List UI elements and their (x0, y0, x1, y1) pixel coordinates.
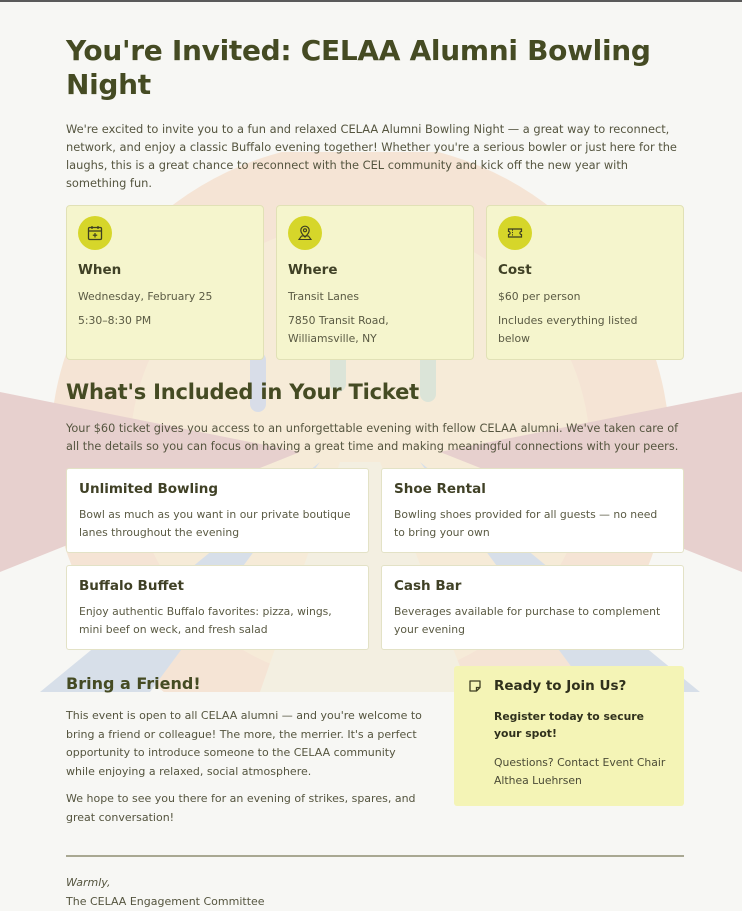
closing-text: We hope to see you there for an evening of strikes, spares, and great conversation! (66, 792, 416, 824)
bring-friend-section (66, 674, 426, 827)
bring-friend-heading: Bring a Friend! (66, 674, 201, 693)
intro-text: We're excited to invite you to a fun and relaxed CELAA Alumni Bowling Night — a great way to reconnect, network, and enjoy a classic Buffalo evening together! Whether you're a serious bowler or just here for the laughs, this is a great chance to reconnect with the CEL community and kick off the new year with something fun. (66, 122, 677, 190)
divider (66, 855, 684, 857)
where-venue: Transit Lanes (288, 290, 359, 303)
signoff-from: The CELAA Engagement Committee (66, 895, 265, 908)
where-card (276, 205, 474, 360)
signoff-greeting: Warmly, (66, 876, 111, 889)
included-item-title: Unlimited Bowling (79, 481, 219, 497)
when-date: Wednesday, February 25 (78, 290, 213, 303)
bottom-section (66, 674, 684, 827)
included-item-desc: Bowl as much as you want in our private boutique lanes throughout the evening (79, 508, 351, 539)
cost-card (486, 205, 684, 360)
included-item-title: Shoe Rental (394, 481, 486, 497)
included-item-desc: Bowling shoes provided for all guests — no need to bring your own (394, 508, 658, 539)
invitation-page (0, 2, 742, 911)
included-items (66, 468, 684, 650)
join-callout (454, 666, 684, 806)
bring-friend-text: This event is open to all CELAA alumni — and you're welcome to bring a friend or colleague! The more, the merrier. It's a perfect opportunity to introduce someone to the CELAA community while enjoying a relaxed, social atmosphere. (66, 709, 422, 778)
cost-title: Cost (498, 262, 532, 278)
included-item-desc: Beverages available for purchase to complement your evening (394, 605, 661, 636)
where-address: 7850 Transit Road, Williamsville, NY (288, 314, 389, 345)
included-description: Your $60 ticket gives you access to an unforgettable evening with fellow CELAA alumni. We've taken care of all the details so you can focus on having a great time and making meaningful connections with your peers. (66, 422, 679, 453)
included-heading: What's Included in Your Ticket (66, 380, 419, 404)
map-pin-icon (288, 216, 322, 250)
where-title: Where (288, 262, 338, 278)
page-title: You're Invited: CELAA Alumni Bowling Night (66, 34, 651, 101)
signoff (66, 873, 684, 911)
join-title: Ready to Join Us? (494, 678, 627, 694)
included-item-unlimited-bowling (66, 468, 369, 553)
when-card (66, 205, 264, 360)
cost-note: Includes everything listed below (498, 314, 638, 345)
included-item-buffalo-buffet (66, 565, 369, 650)
register-text: Register today to secure your spot! (494, 710, 644, 740)
included-item-title: Buffalo Buffet (79, 578, 184, 594)
included-item-desc: Enjoy authentic Buffalo favorites: pizza, wings, mini beef on weck, and fresh salad (79, 605, 332, 636)
when-title: When (78, 262, 122, 278)
cost-price: $60 per person (498, 290, 581, 303)
when-time: 5:30–8:30 PM (78, 314, 152, 327)
contact-text: Questions? Contact Event Chair Althea Luehrsen (494, 756, 666, 787)
included-item-cash-bar (381, 565, 684, 650)
event-details (66, 205, 684, 360)
calendar-icon (78, 216, 112, 250)
included-item-shoe-rental (381, 468, 684, 553)
included-item-title: Cash Bar (394, 578, 462, 594)
join-header (468, 678, 670, 694)
note-icon (468, 679, 482, 693)
ticket-icon (498, 216, 532, 250)
